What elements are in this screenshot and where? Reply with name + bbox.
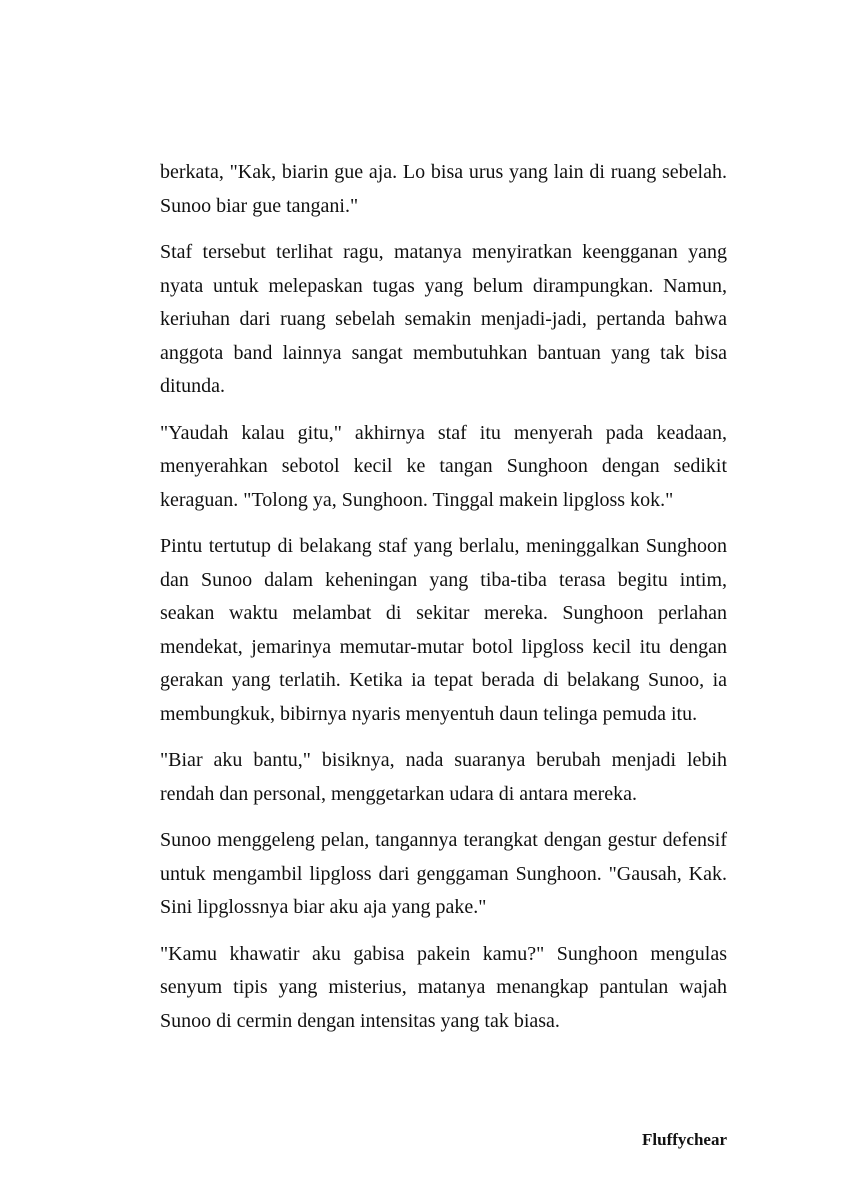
paragraph-2: Staf tersebut terlihat ragu, matanya menyiratkan keengganan yang nyata untuk melepaskan tugas yang belum dirampungkan. Namun, keriuhan dari ruang sebelah semakin menjadi-jadi, pertanda bahwa anggota band lainnya sangat membutuhkan bantuan yang tak bisa ditunda.	[160, 241, 727, 397]
author-signature: Fluffychear	[642, 1130, 727, 1149]
paragraph-7: "Kamu khawatir aku gabisa pakein kamu?" Sunghoon mengulas senyum tipis yang misterius, matanya menangkap pantulan wajah Sunoo di cermin dengan intensitas yang tak biasa.	[160, 942, 727, 1032]
paragraph-4: Pintu tertutup di belakang staf yang berlalu, meninggalkan Sunghoon dan Sunoo dalam keheningan yang tiba-tiba terasa begitu intim, seakan waktu melambat di sekitar mereka. Sunghoon perlahan mendekat, jemarinya memutar-mutar botol lipgloss kecil itu dengan gerakan yang terlatih. Ketika ia tepat berada di belakang Sunoo, ia membungkuk, bibirnya nyaris menyentuh daun telinga pemuda itu.	[160, 535, 727, 725]
paragraph-3: "Yaudah kalau gitu," akhirnya staf itu menyerah pada keadaan, menyerahkan sebotol kecil ke tangan Sunghoon dengan sedikit keraguan. "Tolong ya, Sunghoon. Tinggal makein lipgloss kok."	[160, 421, 727, 511]
story-body	[160, 156, 727, 1051]
paragraph-6: Sunoo menggeleng pelan, tangannya terangkat dengan gestur defensif untuk mengambil lipgloss dari genggaman Sunghoon. "Gausah, Kak. Sini lipglossnya biar aku aja yang pake."	[160, 829, 727, 918]
paragraph-1: berkata, "Kak, biarin gue aja. Lo bisa urus yang lain di ruang sebelah. Sunoo biar gue tangani."	[160, 161, 727, 217]
paragraph-5: "Biar aku bantu," bisiknya, nada suaranya berubah menjadi lebih rendah dan personal, menggetarkan udara di antara mereka.	[160, 749, 727, 805]
